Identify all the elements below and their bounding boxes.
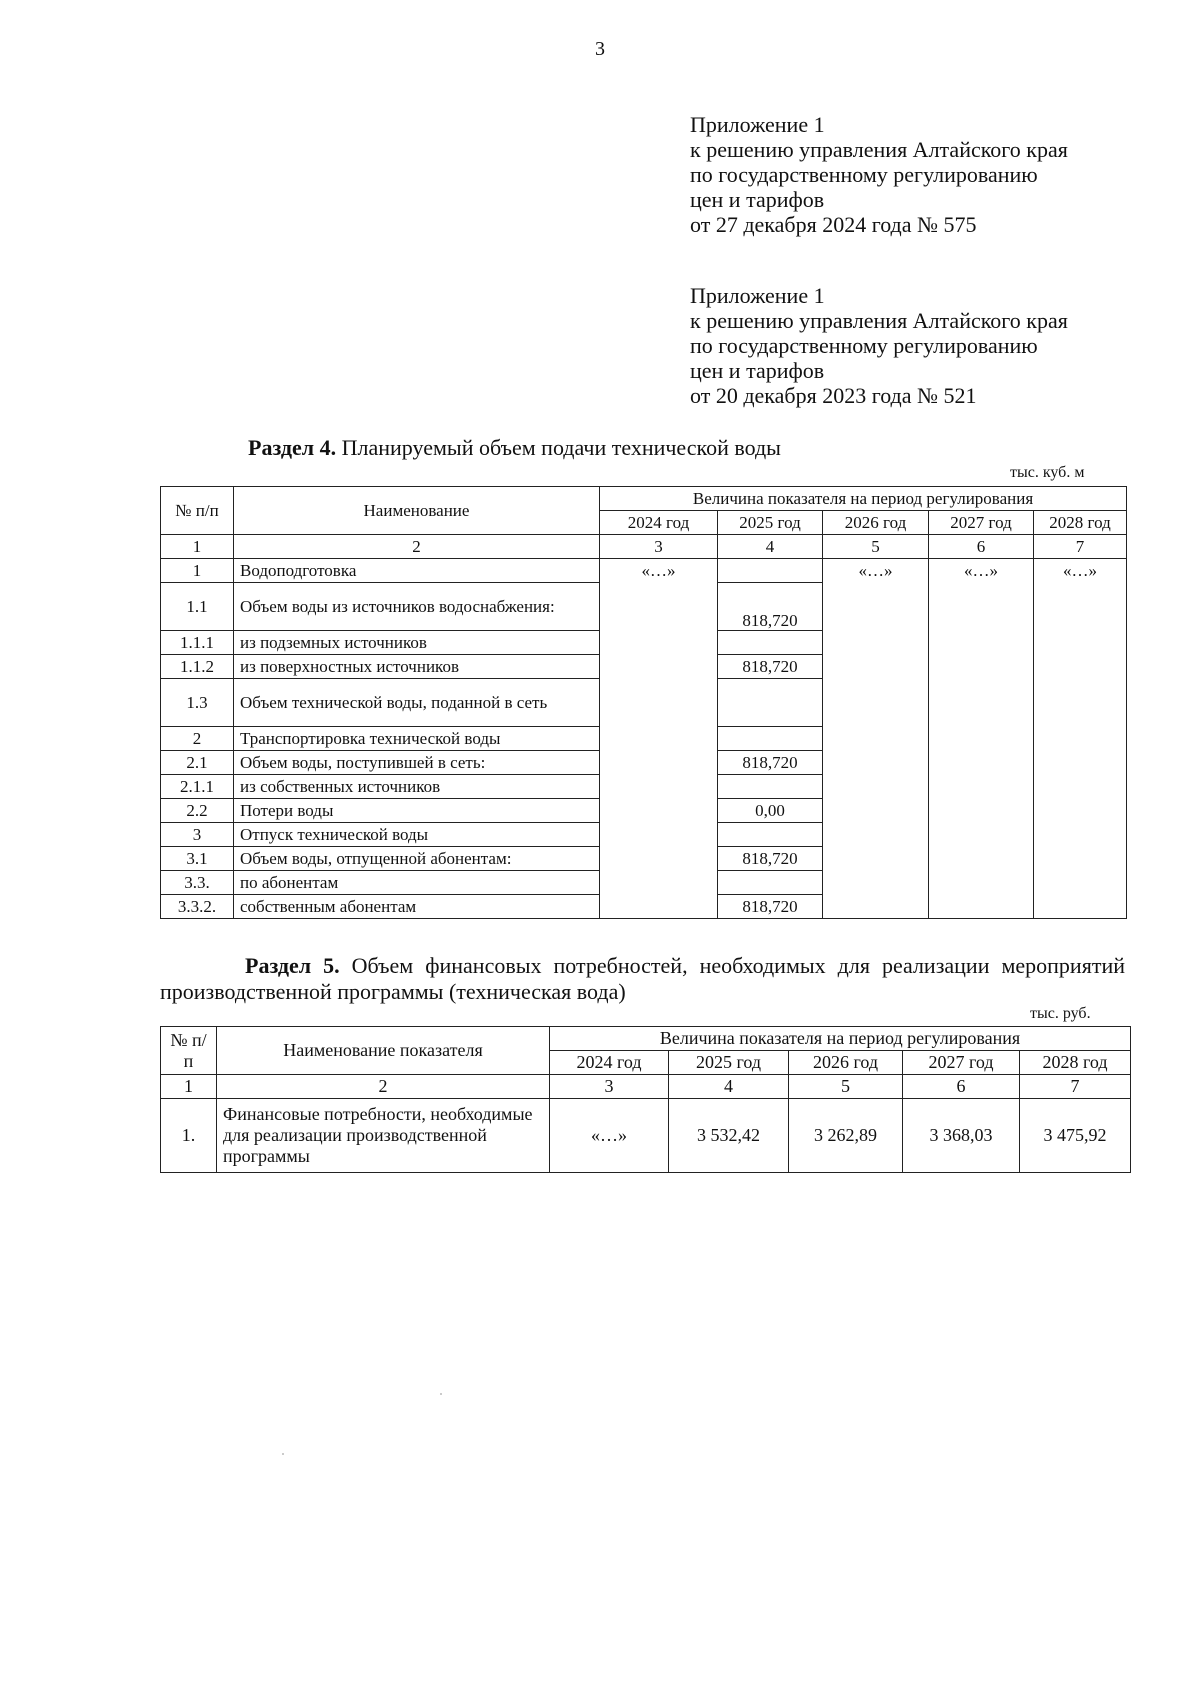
header-num: № п/п — [161, 487, 234, 535]
header-year-2025: 2025 год — [669, 1051, 789, 1075]
header-year-2027: 2027 год — [929, 511, 1034, 535]
row-name: Потери воды — [234, 799, 600, 823]
cell-blank — [823, 775, 929, 799]
header-year-2028: 2028 год — [1034, 511, 1127, 535]
col-number: 2 — [234, 535, 600, 559]
cell-2025 — [718, 727, 823, 751]
col-number: 5 — [789, 1075, 903, 1099]
header-year-2024: 2024 год — [600, 511, 718, 535]
appendix-line: к решению управления Алтайского края — [690, 308, 1068, 333]
table-row — [161, 871, 1127, 895]
row-name: Объем воды, поступившей в сеть: — [234, 751, 600, 775]
cell-blank — [600, 751, 718, 775]
cell-blank — [823, 727, 929, 751]
cell-blank — [823, 655, 929, 679]
cell-2025 — [718, 775, 823, 799]
row-num: 1.1.2 — [161, 655, 234, 679]
cell-blank — [823, 583, 929, 631]
row-name: Объем воды, отпущенной абонентам: — [234, 847, 600, 871]
header-year-2026: 2026 год — [823, 511, 929, 535]
cell-2025 — [718, 559, 823, 583]
cell-blank — [823, 799, 929, 823]
cell-blank — [1034, 799, 1127, 823]
header-num: № п/п — [161, 1027, 217, 1075]
cell-2025: 0,00 — [718, 799, 823, 823]
section4-title-text: Планируемый объем подачи технической воды — [336, 435, 781, 460]
cell-blank — [600, 847, 718, 871]
table-row — [161, 727, 1127, 751]
cell-2026: «…» — [823, 559, 929, 583]
table-row — [161, 799, 1127, 823]
row-num: 3.1 — [161, 847, 234, 871]
table-row — [161, 751, 1127, 775]
appendix-line: по государственному регулированию — [690, 162, 1038, 187]
appendix-line: от 20 декабря 2023 года № 521 — [690, 383, 977, 408]
col-number: 3 — [550, 1075, 669, 1099]
row-num: 1.1 — [161, 583, 234, 631]
section5-table — [160, 1026, 1131, 1173]
col-number: 4 — [669, 1075, 789, 1099]
cell-blank — [1034, 583, 1127, 631]
cell-blank — [929, 679, 1034, 727]
header-year-2028: 2028 год — [1020, 1051, 1131, 1075]
row-name: собственным абонентам — [234, 895, 600, 919]
appendix-line: цен и тарифов — [690, 358, 825, 383]
col-number: 6 — [903, 1075, 1020, 1099]
appendix-line: цен и тарифов — [690, 187, 825, 212]
appendix-line: от 27 декабря 2024 года № 575 — [690, 212, 977, 237]
cell-2025: 3 532,42 — [669, 1099, 789, 1173]
table-row — [161, 895, 1127, 919]
cell-blank — [600, 871, 718, 895]
cell-2024: «…» — [600, 559, 718, 583]
row-num: 3.3. — [161, 871, 234, 895]
cell-blank — [823, 679, 929, 727]
table-row — [161, 823, 1127, 847]
cell-blank — [600, 775, 718, 799]
table-row — [161, 1099, 1131, 1173]
row-num: 2.2 — [161, 799, 234, 823]
row-name: Финансовые потребности, необходимые для реализации производственной программы — [217, 1099, 550, 1173]
col-number: 1 — [161, 535, 234, 559]
header-period: Величина показателя на период регулирования — [600, 487, 1127, 511]
cell-2025: 818,720 — [718, 655, 823, 679]
cell-2025: 818,720 — [718, 751, 823, 775]
appendix-previous — [690, 283, 1068, 408]
scan-speck — [282, 1453, 284, 1455]
cell-blank — [600, 799, 718, 823]
row-name: Транспортировка технической воды — [234, 727, 600, 751]
cell-blank — [929, 583, 1034, 631]
cell-2025 — [718, 631, 823, 655]
row-num: 1. — [161, 1099, 217, 1173]
cell-blank — [1034, 847, 1127, 871]
section5-title — [160, 953, 1125, 1005]
row-num: 1 — [161, 559, 234, 583]
table-row — [161, 631, 1127, 655]
table-row — [161, 775, 1127, 799]
cell-blank — [1034, 751, 1127, 775]
appendix-current — [690, 112, 1068, 237]
col-number: 7 — [1034, 535, 1127, 559]
row-num: 1.3 — [161, 679, 234, 727]
section4-title-bold: Раздел 4. — [248, 435, 337, 460]
cell-blank — [1034, 655, 1127, 679]
row-name: Отпуск технической воды — [234, 823, 600, 847]
cell-blank — [823, 631, 929, 655]
cell-blank — [823, 871, 929, 895]
col-number: 7 — [1020, 1075, 1131, 1099]
cell-blank — [929, 727, 1034, 751]
cell-blank — [823, 847, 929, 871]
row-num: 3.3.2. — [161, 895, 234, 919]
row-num: 2 — [161, 727, 234, 751]
cell-blank — [600, 727, 718, 751]
column-numbers-row — [161, 535, 1127, 559]
cell-blank — [929, 895, 1034, 919]
col-number: 2 — [217, 1075, 550, 1099]
row-num: 1.1.1 — [161, 631, 234, 655]
row-name: по абонентам — [234, 871, 600, 895]
cell-2025: 818,720 — [718, 895, 823, 919]
appendix-line: к решению управления Алтайского края — [690, 137, 1068, 162]
row-name: Объем технической воды, поданной в сеть — [234, 679, 600, 727]
cell-blank — [1034, 871, 1127, 895]
table-row — [161, 655, 1127, 679]
column-numbers-row — [161, 1075, 1131, 1099]
header-period: Величина показателя на период регулирования — [550, 1027, 1131, 1051]
section4-table — [160, 486, 1127, 919]
cell-2025 — [718, 871, 823, 895]
cell-blank — [929, 823, 1034, 847]
cell-blank — [929, 631, 1034, 655]
cell-blank — [929, 775, 1034, 799]
col-number: 5 — [823, 535, 929, 559]
header-year-2024: 2024 год — [550, 1051, 669, 1075]
col-number: 4 — [718, 535, 823, 559]
table-row — [161, 583, 1127, 631]
row-name: из собственных источников — [234, 775, 600, 799]
row-num: 2.1.1 — [161, 775, 234, 799]
cell-blank — [600, 679, 718, 727]
cell-blank — [600, 895, 718, 919]
cell-blank — [600, 823, 718, 847]
cell-2025 — [718, 823, 823, 847]
cell-2025 — [718, 679, 823, 727]
cell-blank — [1034, 823, 1127, 847]
cell-2028: 3 475,92 — [1020, 1099, 1131, 1173]
appendix-line: по государственному регулированию — [690, 333, 1038, 358]
cell-blank — [1034, 679, 1127, 727]
cell-2024: «…» — [550, 1099, 669, 1173]
cell-2026: 3 262,89 — [789, 1099, 903, 1173]
row-num: 2.1 — [161, 751, 234, 775]
section5-unit: тыс. руб. — [1030, 1005, 1091, 1022]
cell-2028: «…» — [1034, 559, 1127, 583]
cell-blank — [929, 847, 1034, 871]
header-year-2025: 2025 год — [718, 511, 823, 535]
cell-blank — [823, 895, 929, 919]
cell-2025: 818,720 — [718, 847, 823, 871]
appendix-line: Приложение 1 — [690, 112, 825, 137]
section5-title-bold: Раздел 5. — [245, 953, 340, 978]
cell-2025: 818,720 — [718, 583, 823, 631]
cell-blank — [1034, 727, 1127, 751]
table-row — [161, 847, 1127, 871]
cell-blank — [929, 871, 1034, 895]
cell-blank — [600, 655, 718, 679]
cell-blank — [929, 799, 1034, 823]
page-number: 3 — [595, 38, 605, 60]
row-name: из подземных источников — [234, 631, 600, 655]
cell-blank — [823, 823, 929, 847]
col-number: 6 — [929, 535, 1034, 559]
table-row — [161, 559, 1127, 583]
cell-blank — [929, 655, 1034, 679]
row-name: из поверхностных источников — [234, 655, 600, 679]
cell-blank — [600, 583, 718, 631]
col-number: 1 — [161, 1075, 217, 1099]
header-name: Наименование показателя — [217, 1027, 550, 1075]
cell-blank — [1034, 631, 1127, 655]
header-year-2026: 2026 год — [789, 1051, 903, 1075]
row-num: 3 — [161, 823, 234, 847]
section5-title-text: Объем финансовых потребностей, необходимых для реализации мероприятий производственной программы (техническая вода) — [160, 953, 1125, 1004]
cell-blank — [823, 751, 929, 775]
row-name: Водоподготовка — [234, 559, 600, 583]
section4-unit: тыс. куб. м — [1010, 464, 1085, 481]
cell-2027: «…» — [929, 559, 1034, 583]
cell-blank — [1034, 775, 1127, 799]
cell-blank — [600, 631, 718, 655]
col-number: 3 — [600, 535, 718, 559]
header-year-2027: 2027 год — [903, 1051, 1020, 1075]
header-name: Наименование — [234, 487, 600, 535]
row-name: Объем воды из источников водоснабжения: — [234, 583, 600, 631]
cell-2027: 3 368,03 — [903, 1099, 1020, 1173]
cell-blank — [1034, 895, 1127, 919]
scan-speck — [440, 1393, 442, 1395]
cell-blank — [929, 751, 1034, 775]
appendix-line: Приложение 1 — [690, 283, 825, 308]
section4-title — [248, 435, 781, 461]
table-row — [161, 679, 1127, 727]
